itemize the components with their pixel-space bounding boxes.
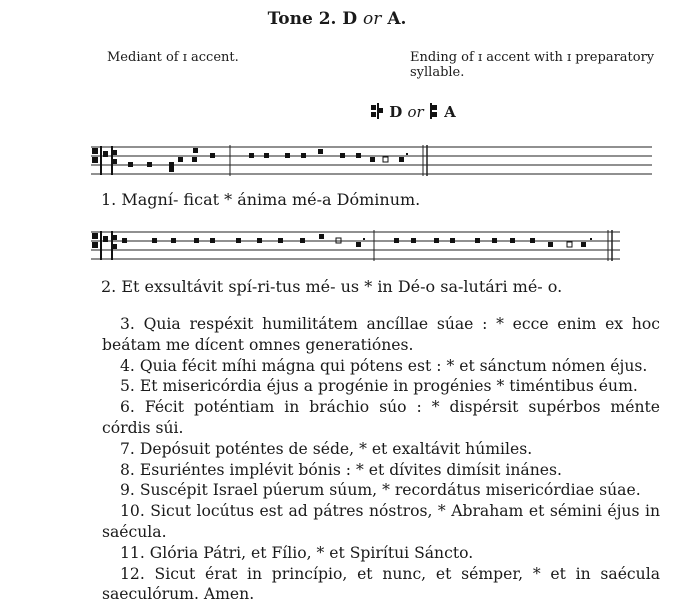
- clef-d: D: [389, 103, 403, 121]
- verse-11: 11. Glória Pátri, et Fílio, * et Spirítui Sáncto.: [120, 543, 474, 562]
- title-or: or: [363, 9, 382, 29]
- verse-9: 9. Suscépit Israel púerum súum, * recordátus misericórdiae súae.: [120, 481, 641, 500]
- verse-list: [102, 314, 660, 605]
- title-suffix: A.: [387, 9, 407, 29]
- clef-a: A: [444, 103, 456, 121]
- chant-example-1: 1. Magní- ficat * ánima mé-a Dóminum.: [101, 190, 421, 209]
- verse-6: 6. Fécit poténtiam in bráchio súo : * dispérsit supérbos ménte córdis súi.: [102, 398, 660, 437]
- verse-3: 3. Quia respéxit humilitátem ancíllae súae : * ecce enim ex hoc beátam me dícent omnes generatiónes.: [102, 315, 660, 354]
- verse-8: 8. Esuriéntes implévit bónis : * et dívites dimísit inánes.: [120, 460, 562, 479]
- verse-7: 7. Depósuit poténtes de séde, * et exaltávit húmiles.: [120, 439, 533, 458]
- mediant-label: Mediant of ɪ accent.: [107, 50, 239, 65]
- title-prefix: Tone 2. D: [267, 9, 358, 29]
- verse-4: 4. Quia fécit míhi mágna qui pótens est : * et sánctum nómen éjus.: [120, 356, 648, 375]
- verse-10: 10. Sicut locútus est ad pátres nóstros, * Abraham et sémini éjus in saécula.: [102, 502, 660, 541]
- chant-staff-2: [0, 0, 674, 280]
- verse-5: 5. Et misericórdia éjus a progénie in progénies * timéntibus éum.: [120, 377, 638, 396]
- clef-or: or: [407, 103, 424, 121]
- verse-12: 12. Sicut érat in princípio, et nunc, et sémper, * et in saécula saeculórum. Amen.: [102, 564, 660, 604]
- chant-example-2: 2. Et exsultávit spí-ri-tus mé- us * in Dé-o sa-lutári mé- o.: [101, 277, 563, 296]
- staff-2-clef: [92, 231, 117, 260]
- ending-label: Ending of ɪ accent with ɪ preparatory syllable.: [410, 50, 655, 80]
